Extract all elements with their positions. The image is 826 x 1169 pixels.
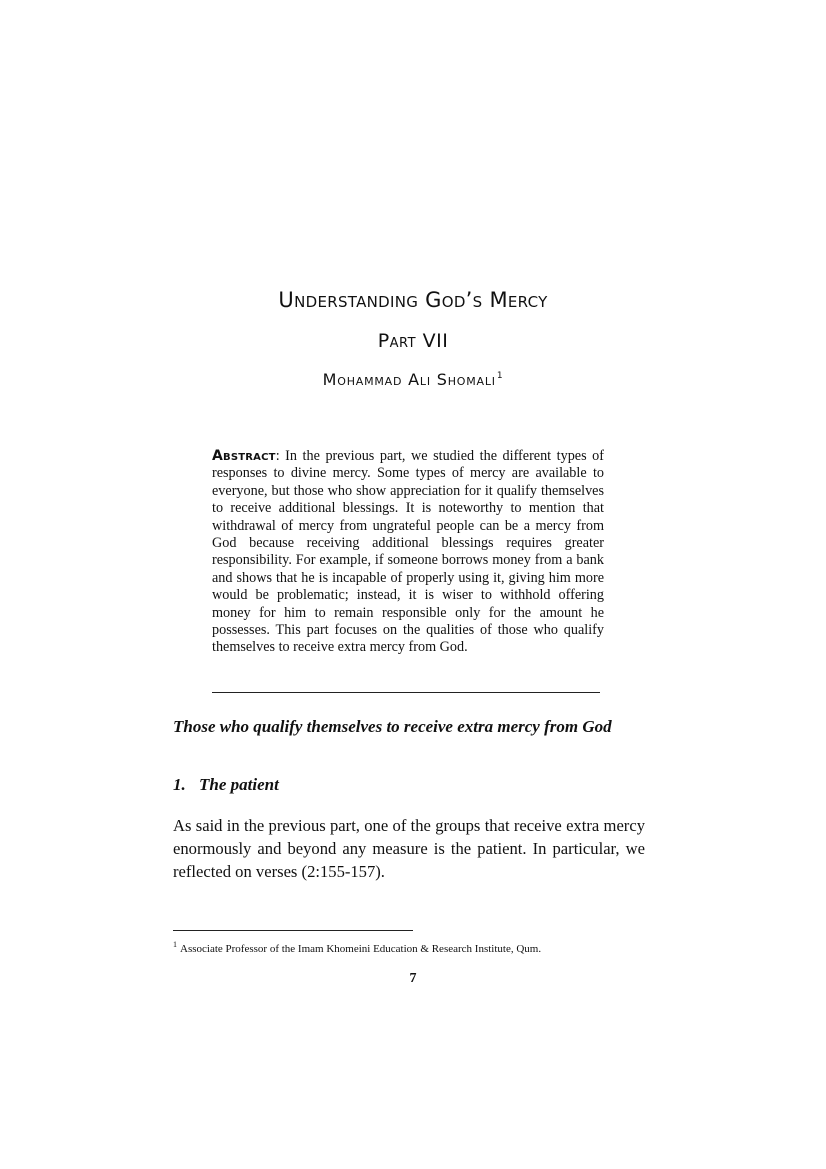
footnote (173, 938, 653, 956)
footnote-marker: 1 (173, 940, 177, 949)
subsection-heading (173, 775, 279, 795)
author-name: Mohammad Ali Shomali (322, 370, 496, 389)
section-heading: Those who qualify themselves to receive extra mercy from God (173, 717, 612, 736)
body-paragraph: As said in the previous part, one of the groups that receive extra mercy enormously and beyond any measure is the patient. In particular, we reflected on verses (2:155-157). (173, 816, 645, 881)
article-part: Part VII (377, 330, 449, 352)
abstract-label: Abstract (212, 448, 276, 464)
footnote-divider (173, 930, 413, 931)
subsection-number: 1. (173, 775, 186, 794)
page-number: 7 (409, 971, 417, 986)
article-title: Understanding God’s Mercy (278, 288, 548, 312)
article-author (0, 370, 826, 389)
abstract-divider (212, 692, 600, 693)
abstract-text: : In the previous part, we studied the different types of responses to divine mercy. Some types of mercy are available to everyone, but those who show appreciation for it qualify themselves to receive additional blessings. It is noteworthy to mention that withdrawal of mercy from ungrateful people can be a mercy from God because receiving additional blessings requires greater responsibility. For example, if someone borrows money from a bank and shows that he is incapable of properly using it, giving him more would be problematic; instead, it is wiser to withhold offering money for him to remain responsible only for the amount he possesses. This part focuses on the qualities of those who qualify themselves to receive extra mercy from God. (212, 448, 604, 656)
abstract-block (212, 448, 604, 657)
author-footnote-marker[interactable]: 1 (496, 371, 504, 381)
footnote-text: Associate Professor of the Imam Khomeini Education & Research Institute, Qum. (180, 943, 542, 955)
subsection-title: The patient (199, 775, 279, 794)
